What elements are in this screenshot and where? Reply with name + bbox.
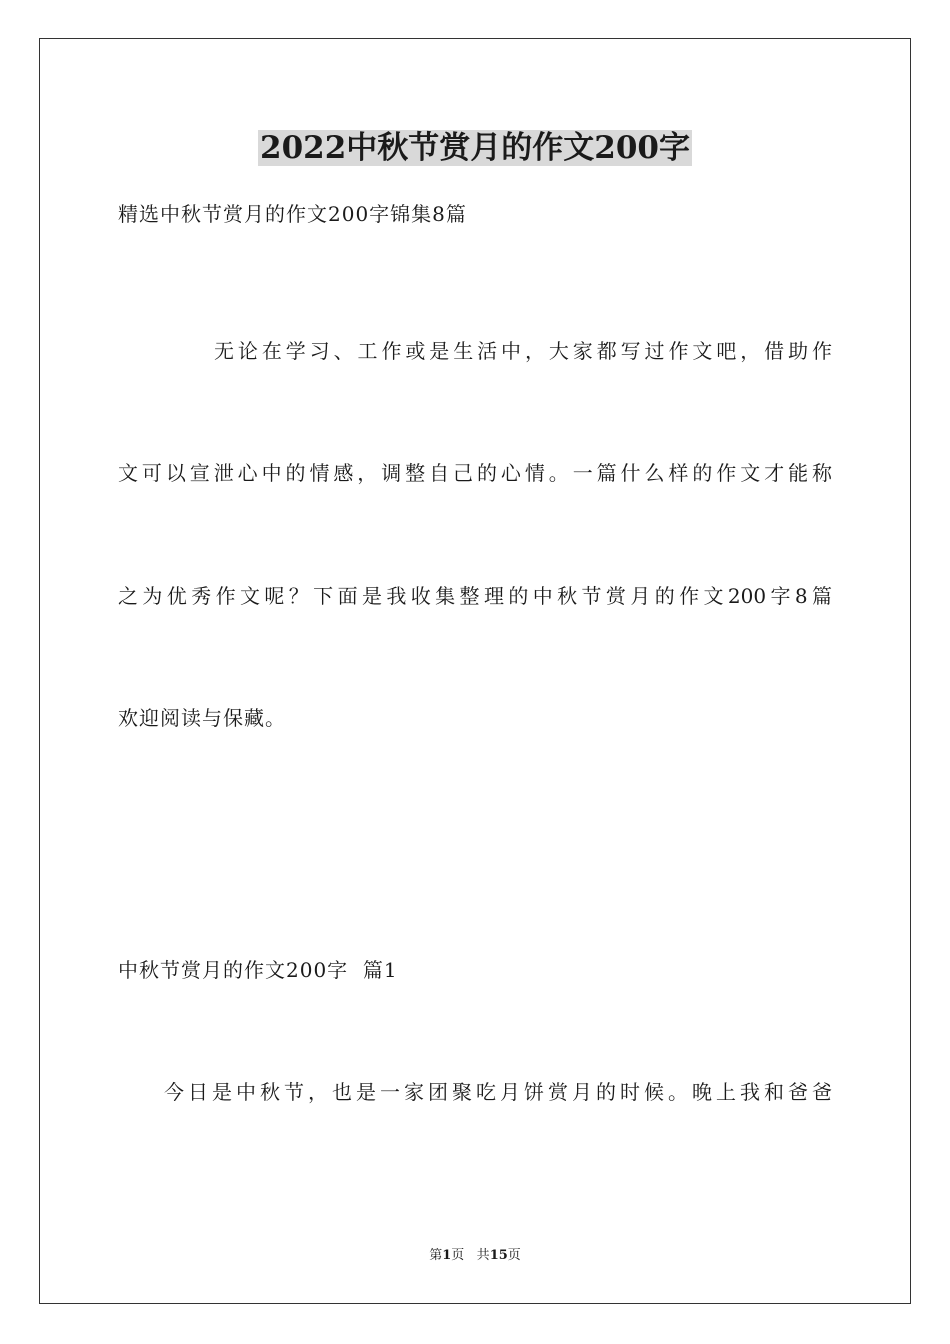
page-footer	[0, 1247, 950, 1265]
intro-line-1: 无论在学习、工作或是生活中，大家都写过作文吧，借助作	[214, 339, 832, 363]
section-heading: 中秋节赏月的作文200字 篇1	[118, 958, 398, 982]
intro-line-3: 之为优秀作文呢？下面是我收集整理的中秋节赏月的作文200字8篇	[118, 584, 832, 608]
intro-line-4: 欢迎阅读与保藏。	[118, 706, 286, 730]
document-title	[0, 126, 950, 170]
footer-page-number: 1	[442, 1248, 452, 1263]
footer-page-prefix: 第	[429, 1248, 443, 1263]
footer-total-pages: 15	[489, 1248, 508, 1263]
document-subtitle: 精选中秋节赏月的作文200字锦集8篇	[118, 202, 467, 226]
section-line-1: 今日是中秋节，也是一家团聚吃月饼赏月的时候。晚上我和爸爸	[164, 1080, 832, 1104]
footer-page-suffix: 页	[451, 1248, 465, 1263]
document-title-text: 2022中秋节赏月的作文200字	[260, 130, 690, 166]
footer-total-prefix: 共	[476, 1248, 490, 1263]
footer-total-suffix: 页	[507, 1248, 521, 1263]
intro-line-2: 文可以宣泄心中的情感，调整自己的心情。一篇什么样的作文才能称	[118, 461, 832, 485]
